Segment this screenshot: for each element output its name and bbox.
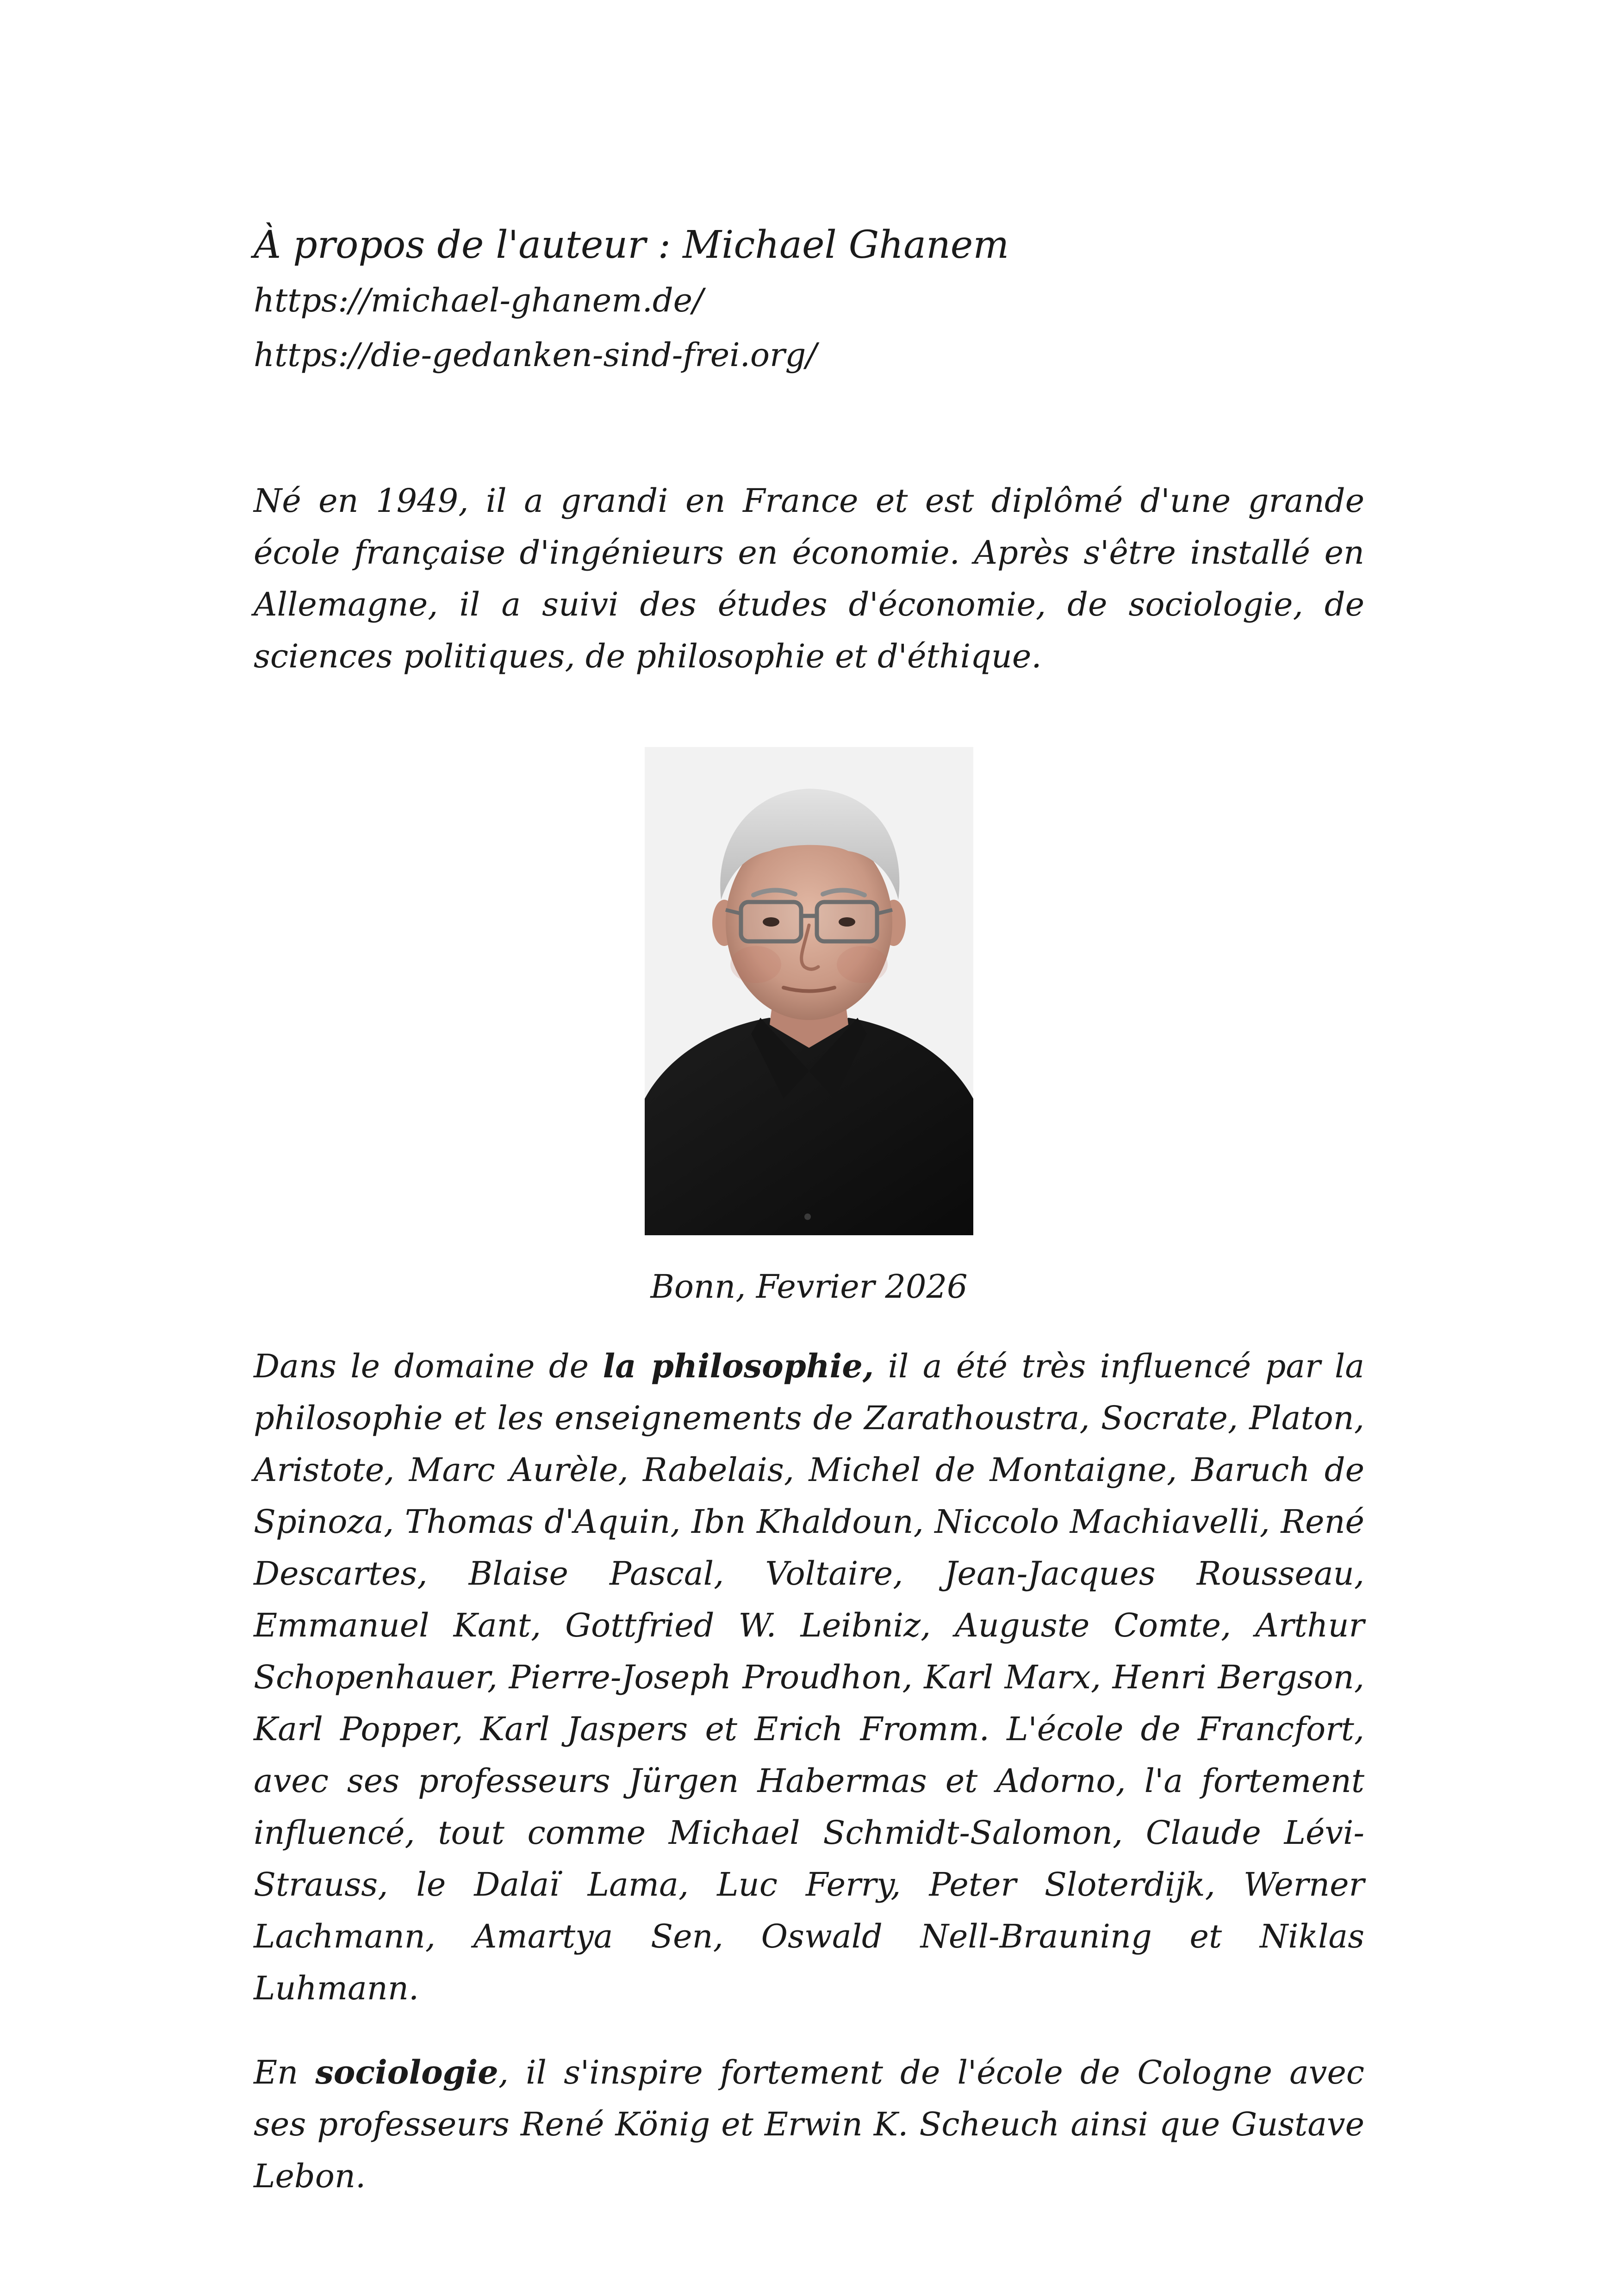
bio-paragraph: Né en 1949, il a grandi en France et est diplômé d'une grande école française d'ingénieurs en économie. Après s'être installé en Allemagne, il a suivi des études d'économie, de sociologie, de sciences politiques, de philosophie et d'éthique.: [254, 482, 1364, 675]
sociology-text: , il s'inspire fortement de l'école de Cologne avec ses professeurs René König et Erwin K. Scheuch ainsi que Gustave Lebon.: [254, 2053, 1364, 2195]
sociology-prefix: En: [254, 2053, 316, 2091]
philosophy-bold-term: la philosophie,: [603, 1347, 874, 1385]
author-portrait-image: [645, 747, 973, 1235]
philosophy-prefix: Dans le domaine de: [254, 1347, 603, 1385]
website-link-1[interactable]: https://michael-ghanem.de/: [254, 281, 703, 319]
philosophy-text: il a été très influencé par la philosophie et les enseignements de Zarathoustra, Socrate, Platon, Aristote, Marc Aurèle, Rabelais, Michel de Montaigne, Baruch de Spinoza, Thomas d'Aquin, Ibn Khaldoun, Niccolo Machiavelli, René Descartes, Blaise Pascal, Voltaire, Jean-Jacques Rousseau, Emmanuel Kant, Gottfried W. Leibniz, Auguste Comte, Arthur Schopenhauer, Pierre-Joseph Proudhon, Karl Marx, Henri Bergson, Karl Popper, Karl Jaspers et Erich Fromm. L'école de Francfort, avec ses professeurs Jürgen Habermas et Adorno, l'a fortement influencé, tout comme Michael Schmidt-Salomon, Claude Lévi-Strauss, le Dalaï Lama, Luc Ferry, Peter Sloterdijk, Werner Lachmann, Amartya Sen, Oswald Nell-Brauning et Niklas Luhmann.: [254, 1347, 1365, 2007]
author-photo: [645, 747, 973, 1235]
philosophy-paragraph: [254, 1340, 1364, 2014]
photo-caption: Bonn, Fevrier 2026: [650, 1268, 968, 1306]
page-title: À propos de l'auteur : Michael Ghanem: [254, 223, 1009, 267]
website-link-2[interactable]: https://die-gedanken-sind-frei.org/: [254, 336, 817, 374]
sociology-paragraph: [254, 2047, 1364, 2202]
page-content: [254, 218, 1364, 2202]
sociology-bold-term: sociologie: [315, 2053, 498, 2091]
